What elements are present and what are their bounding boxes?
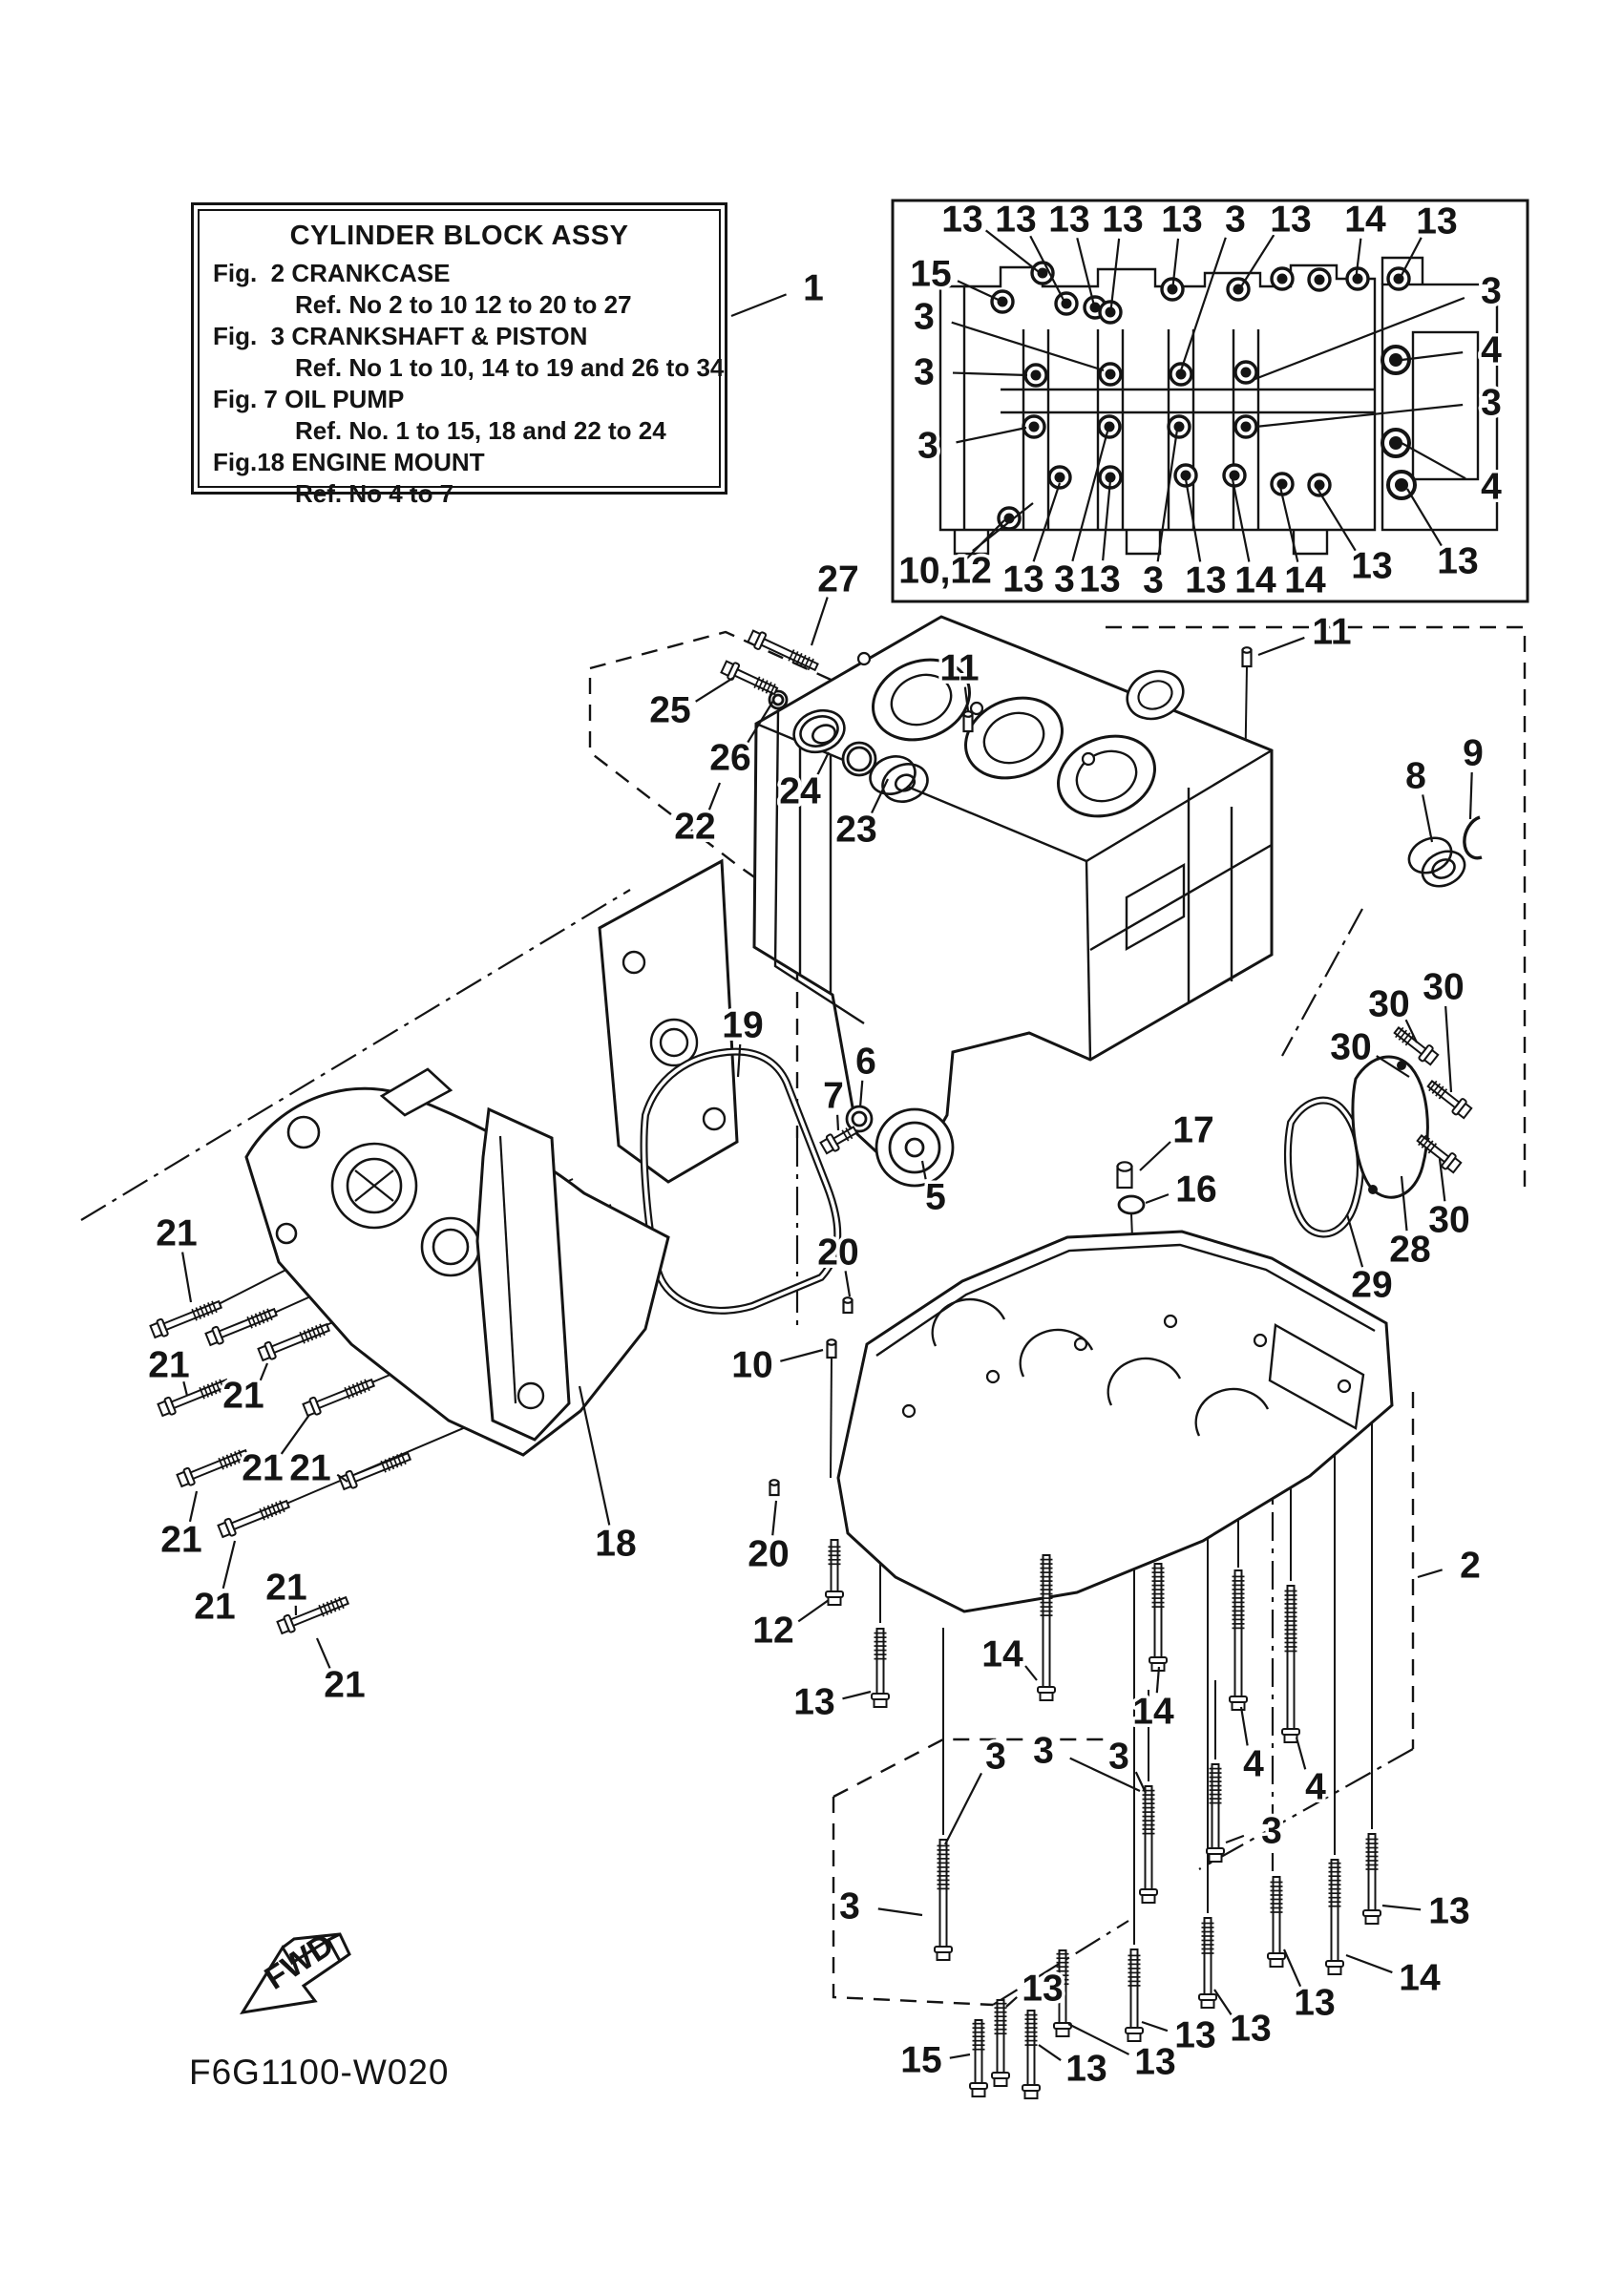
callout-leader	[1407, 489, 1442, 546]
legend-title: CYLINDER BLOCK ASSY	[289, 221, 629, 251]
legend-ref-3: Ref. No 4 to 7	[295, 479, 454, 508]
callout-label: 13	[1174, 2014, 1216, 2056]
bolt-shaft	[272, 1324, 329, 1353]
bolt-head	[1329, 1967, 1341, 1974]
callout-label: 13	[1351, 545, 1393, 587]
callout-label: 21	[289, 1447, 331, 1489]
callout-leader	[1296, 1738, 1305, 1769]
callout-leader	[1214, 1990, 1232, 2014]
bolt-icon	[819, 1123, 859, 1156]
callout-label: 25	[649, 689, 691, 731]
bolt-icon	[992, 2000, 1009, 2086]
bolt-icon	[1326, 1860, 1343, 1974]
callout-label: 3	[1033, 1730, 1054, 1772]
callout-label: 14	[1234, 559, 1276, 601]
bolt-icon	[303, 1375, 376, 1418]
legend-fig-2: Fig. 7 OIL PUMP	[213, 385, 405, 413]
callout-leader	[945, 1773, 981, 1844]
callout-label: 13	[1065, 2048, 1107, 2090]
callout-label: 3	[1143, 559, 1164, 601]
callout-leader	[182, 1253, 191, 1302]
bolt-hole	[1389, 436, 1402, 450]
flange-hole	[903, 1405, 915, 1417]
bolt-head	[1202, 2000, 1214, 2008]
bolt-shaft	[1288, 1586, 1295, 1729]
bolt-head	[875, 1699, 887, 1707]
bolt-hole	[1277, 479, 1288, 490]
callout-leader	[1241, 1707, 1248, 1745]
callout-label: 3	[839, 1885, 860, 1927]
callout-leader	[223, 1541, 235, 1589]
callout-label: 28	[1389, 1229, 1431, 1271]
cover-screw-hole	[1368, 1185, 1378, 1194]
bolt-hole	[1389, 353, 1402, 367]
callout-label: 13	[1048, 199, 1090, 241]
bushing-8	[1403, 832, 1457, 879]
callout-label: 13	[1161, 199, 1203, 241]
snap-ring-9	[1465, 817, 1482, 858]
bolt-shaft	[191, 1450, 248, 1479]
legend-ref-2: Ref. No. 1 to 15, 18 and 22 to 24	[295, 416, 666, 445]
callout-leader	[798, 1600, 829, 1621]
callout-leader	[1258, 638, 1304, 655]
callout-label: 12	[752, 1610, 794, 1652]
callout-label: 21	[194, 1586, 236, 1628]
bolt-hole	[1055, 473, 1065, 483]
callout-label: 21	[242, 1447, 284, 1489]
callout-label: 13	[1022, 1968, 1064, 2010]
bolt-shaft	[976, 2020, 982, 2083]
flange-hole	[1338, 1380, 1350, 1392]
callout-label: 14	[1399, 1957, 1441, 1999]
bolt-icon	[339, 1448, 412, 1491]
bolt-head	[1271, 1959, 1283, 1967]
bolt-icon	[177, 1445, 250, 1488]
callout-label: 24	[779, 770, 821, 812]
bolt-icon	[1424, 1077, 1472, 1120]
callout-label: 13	[941, 199, 983, 241]
callout-label: 14	[981, 1633, 1023, 1675]
callout-leader	[190, 1491, 197, 1522]
callout-label: 4	[1305, 1766, 1326, 1808]
drawing-code: F6G1100-W020	[189, 2053, 450, 2092]
callout-leader	[952, 323, 1104, 370]
bolt-head	[1025, 2091, 1038, 2098]
callout-label: 10,12	[898, 550, 992, 592]
callout-label: 1	[803, 267, 824, 309]
callout-label: 20	[748, 1533, 790, 1575]
bolt-head	[1233, 1702, 1245, 1710]
head-bolt-hole	[1083, 753, 1094, 765]
cover-28	[1353, 1057, 1427, 1197]
callout-label: 7	[823, 1075, 844, 1117]
callout-leader	[1140, 1142, 1170, 1170]
bolt-icon	[826, 1540, 843, 1605]
bolt-head	[1041, 1693, 1053, 1700]
legend-ref-0: Ref. No 2 to 10 12 to 20 to 27	[295, 290, 632, 319]
bolt-icon	[747, 628, 819, 674]
callout-leader	[837, 1115, 838, 1130]
legend-fig-0: Fig. 2 CRANKCASE	[213, 259, 451, 287]
callout-label: 3	[1261, 1810, 1282, 1852]
callout-label: 21	[265, 1567, 307, 1609]
bolt-shaft	[1043, 1555, 1050, 1687]
engine-mount-bracket-18	[477, 1109, 569, 1440]
bolt-shaft	[1205, 1918, 1212, 1994]
callout-label: 4	[1481, 466, 1502, 508]
callout-label: 22	[674, 806, 716, 848]
callout-leader	[1006, 1997, 1017, 2007]
callout-leader	[1317, 489, 1356, 551]
callout-label: 15	[910, 253, 952, 295]
callout-label: 29	[1351, 1264, 1393, 1306]
callout-leader	[1077, 238, 1095, 309]
callout-label: 30	[1428, 1199, 1470, 1241]
bearing-5	[876, 1109, 953, 1186]
callout-leader	[950, 2054, 970, 2058]
dowel-pin	[828, 1339, 836, 1345]
callout-label: 11	[1312, 611, 1352, 653]
callout-label: 16	[1175, 1169, 1217, 1211]
bolt-shaft	[1332, 1860, 1338, 1961]
callout-label: 6	[855, 1041, 876, 1083]
callout-leader	[957, 428, 1026, 442]
callout-label: 3	[1481, 382, 1502, 424]
bolt-hole	[1176, 369, 1187, 380]
callout-label: 13	[1230, 2008, 1272, 2050]
bolt-icon	[1363, 1834, 1381, 1924]
bolt-shaft	[317, 1380, 374, 1408]
bolt-hole	[1353, 274, 1363, 284]
callout-label: 13	[1102, 199, 1144, 241]
inset-section	[955, 530, 1327, 554]
callout-label: 17	[1172, 1109, 1214, 1151]
bolt-hole	[1029, 422, 1040, 432]
bolt-shaft	[734, 669, 777, 694]
bolt-shaft	[940, 1840, 947, 1947]
bolt-hole	[1315, 275, 1325, 285]
callout-label: 3	[914, 296, 935, 338]
callout-label: 2	[1460, 1545, 1481, 1587]
gasket-29	[1288, 1101, 1360, 1234]
callout-leader	[1103, 480, 1110, 560]
callout-leader	[1146, 1194, 1169, 1203]
bolt-hole	[1241, 422, 1252, 432]
callout-label: 21	[160, 1519, 202, 1561]
bolt-icon	[970, 2020, 987, 2096]
bolt-hole	[1181, 471, 1191, 481]
bolt-head	[1057, 2029, 1069, 2036]
callout-label: 27	[817, 558, 859, 600]
bolt-shaft	[1028, 2011, 1035, 2085]
callout-label: 14	[1284, 559, 1326, 601]
flange-hole	[1075, 1338, 1086, 1350]
callout-label: 3	[1225, 199, 1246, 241]
bolt-head	[1128, 2033, 1141, 2041]
bolt-hole	[1106, 369, 1116, 380]
callout-label: 3	[1108, 1736, 1129, 1778]
figure-legend-inner-border	[198, 209, 725, 508]
callout-label: 21	[324, 1664, 366, 1706]
callout-leader	[1034, 483, 1060, 561]
callout-leader	[1181, 238, 1226, 370]
projection-line	[831, 1357, 832, 1478]
callout-leader	[780, 1350, 823, 1361]
bolt-icon	[1022, 2011, 1040, 2098]
bolt-hole	[1105, 422, 1115, 432]
dowel-pin	[1243, 647, 1252, 653]
bolt-shaft	[1369, 1834, 1376, 1910]
callout-label: 13	[1002, 558, 1044, 600]
callout-label: 30	[1330, 1026, 1372, 1068]
bolt-head	[1210, 1854, 1222, 1862]
callout-label: 20	[817, 1232, 859, 1274]
bolt-hole	[1395, 478, 1408, 492]
flange-hole	[987, 1371, 999, 1382]
bolt-head	[995, 2078, 1007, 2086]
callout-leader	[1284, 1949, 1300, 1987]
bolt-shaft	[1131, 1949, 1138, 2028]
bolt-icon	[1199, 1918, 1216, 2008]
bolt-icon	[1038, 1555, 1055, 1700]
callout-label: 3	[985, 1736, 1006, 1778]
callout-leader	[1238, 235, 1274, 291]
bolt-hole	[1315, 480, 1325, 491]
callout-label: 3	[1481, 270, 1502, 312]
legend-entries	[213, 258, 725, 510]
legend-fig-1: Fig. 3 CRANKSHAFT & PISTON	[213, 322, 588, 350]
callout-leader	[1280, 487, 1297, 562]
bolt-icon	[1149, 1564, 1167, 1671]
bolt-icon	[872, 1629, 889, 1707]
callout-leader	[812, 598, 828, 645]
callout-leader	[1399, 238, 1422, 281]
callout-leader	[731, 294, 787, 316]
callout-label: 3	[917, 425, 938, 467]
bolt-icon	[1140, 1786, 1157, 1903]
bolt-shaft	[1146, 1786, 1152, 1889]
callout-label: 14	[1344, 199, 1386, 241]
bolt-hole	[1230, 471, 1240, 481]
callout-label: 30	[1423, 966, 1465, 1008]
o-ring-16	[1119, 1196, 1144, 1213]
callout-label: 30	[1368, 983, 1410, 1025]
bolt-shaft	[1274, 1877, 1280, 1953]
figure-legend-box	[191, 202, 727, 508]
flange-hole	[1254, 1335, 1266, 1346]
bolt-shaft	[220, 1309, 277, 1338]
callout-label: 3	[1054, 558, 1075, 600]
callout-leader	[696, 678, 733, 702]
bolt-shaft	[761, 639, 817, 670]
callout-leader	[842, 1692, 871, 1698]
callout-leader	[1418, 1569, 1443, 1577]
inset-section	[1023, 329, 1258, 530]
callout-label: 23	[835, 809, 877, 851]
callout-leader	[1039, 2045, 1061, 2060]
callout-leader	[1346, 1955, 1392, 1972]
callout-label: 13	[1185, 559, 1227, 601]
bolt-shaft	[877, 1629, 884, 1694]
callout-leader	[1470, 772, 1472, 819]
callout-leader	[580, 1386, 609, 1526]
callout-leader	[1402, 352, 1463, 360]
callout-label: 19	[722, 1004, 764, 1046]
lower-crankcase-outline	[838, 1232, 1392, 1611]
callout-label: 5	[925, 1176, 946, 1218]
dowel-pin	[844, 1297, 853, 1303]
bolt-icon	[218, 1496, 291, 1539]
callout-label: 13	[793, 1681, 835, 1723]
callout-leader	[1445, 1006, 1451, 1092]
callout-label: 4	[1243, 1743, 1264, 1785]
bolt-icon	[1230, 1570, 1247, 1710]
legend-ref-1: Ref. No 1 to 10, 14 to 19 and 26 to 34	[295, 353, 725, 382]
bolt-head	[1143, 1895, 1155, 1903]
callout-label: 10	[731, 1344, 773, 1386]
callout-label: 13	[1437, 540, 1479, 582]
callout-label: 26	[709, 737, 751, 779]
callout-leader	[878, 1908, 922, 1915]
callout-leader	[1070, 1759, 1140, 1791]
callout-leader	[846, 1271, 850, 1296]
callout-leader	[1382, 1906, 1421, 1909]
callout-label: 14	[1132, 1691, 1174, 1733]
callout-leader	[1233, 479, 1249, 561]
callout-leader	[1347, 1214, 1362, 1267]
dowel-pin	[1118, 1162, 1132, 1170]
callout-label: 21	[156, 1212, 198, 1254]
bolt-shaft	[232, 1501, 289, 1529]
callout-label: 13	[1294, 1982, 1336, 2024]
bolt-shaft	[353, 1453, 411, 1482]
callout-label: 8	[1405, 755, 1426, 797]
bolt-head	[1285, 1735, 1297, 1742]
flange-hole	[1165, 1316, 1176, 1327]
callout-label: 15	[900, 2039, 942, 2081]
callout-label: 21	[148, 1344, 190, 1386]
fwd-label: FWD	[258, 1926, 341, 1997]
bolt-head	[938, 1952, 950, 1960]
bolt-hole	[1277, 274, 1288, 284]
callout-label: 13	[1428, 1890, 1470, 1932]
bolt-shaft	[1155, 1564, 1162, 1657]
bolt-head	[829, 1597, 841, 1605]
callout-label: 4	[1481, 329, 1502, 371]
bolt-shaft	[998, 2000, 1004, 2073]
callout-label: 13	[995, 199, 1037, 241]
bolt-hole	[1031, 370, 1042, 381]
bolt-icon	[1207, 1764, 1224, 1862]
dashed-boundary	[833, 1736, 1111, 1797]
bolt-head	[973, 2089, 985, 2096]
bolt-shaft	[164, 1301, 221, 1330]
callout-leader	[1072, 432, 1107, 561]
callout-leader	[1142, 2022, 1168, 2031]
bolt-hole	[1174, 422, 1185, 432]
bolt-hole	[1241, 368, 1252, 378]
bolt-icon	[1126, 1949, 1143, 2041]
callout-leader	[1423, 794, 1432, 842]
callout-label: 13	[1416, 200, 1458, 242]
dowel-pin	[770, 1480, 779, 1485]
bolt-head	[1366, 1916, 1379, 1924]
bolt-icon	[1282, 1586, 1299, 1742]
callout-leader	[1226, 1836, 1244, 1843]
callout-leader	[1255, 405, 1463, 427]
callout-label: 3	[914, 351, 935, 393]
bolt-icon	[720, 659, 779, 699]
callout-label: 13	[1270, 199, 1312, 241]
callout-label: 18	[595, 1523, 637, 1565]
callout-label: 21	[222, 1375, 264, 1417]
callout-label: 13	[1079, 558, 1121, 600]
legend-fig-3: Fig.18 ENGINE MOUNT	[213, 448, 485, 476]
inset-section	[1001, 390, 1375, 412]
callout-label: 9	[1463, 732, 1484, 774]
callout-leader	[772, 1501, 776, 1535]
bolt-icon	[1268, 1877, 1285, 1967]
callout-leader	[1025, 1666, 1037, 1680]
dowel-pin	[964, 711, 973, 717]
bolt-icon	[258, 1319, 331, 1362]
callout-leader	[1253, 298, 1465, 380]
head-bolt-hole	[858, 653, 870, 664]
bolt-icon	[935, 1840, 952, 1960]
callout-label: 11	[939, 647, 980, 689]
callout-label: 13	[1134, 2041, 1176, 2083]
fwd-arrow-icon	[242, 1927, 349, 2012]
